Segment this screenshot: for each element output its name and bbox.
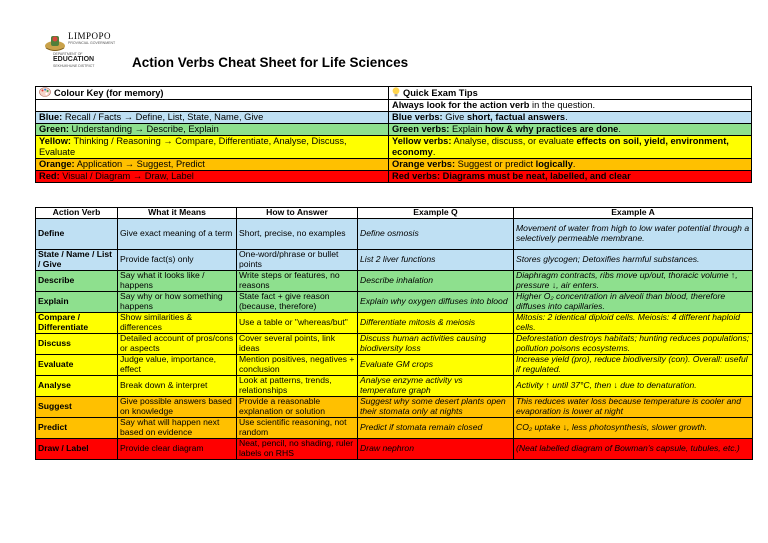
tip-blue bbox=[389, 112, 752, 124]
key-orange bbox=[36, 159, 389, 171]
department-logo bbox=[44, 30, 128, 70]
how-to-answer-cell: Use scientific reasoning, not random bbox=[237, 417, 358, 438]
example-answer-cell: Activity ↑ until 37°C, then ↓ due to denaturation. bbox=[514, 375, 753, 396]
action-verbs-table bbox=[35, 207, 753, 460]
table-row bbox=[36, 333, 753, 354]
logo-education: EDUCATION bbox=[53, 56, 95, 63]
table-row bbox=[36, 291, 753, 312]
key-label: Blue: bbox=[39, 112, 63, 122]
action-verb-cell: Explain bbox=[36, 291, 118, 312]
how-to-answer-cell: One-word/phrase or bullet points bbox=[237, 250, 358, 271]
key-empty-cell bbox=[36, 100, 389, 112]
key-text: Understanding → Describe, Explain bbox=[68, 124, 219, 134]
example-question-cell: Evaluate GM crops bbox=[358, 354, 514, 375]
action-verb-cell: Draw / Label bbox=[36, 438, 118, 459]
tip-bold: logically bbox=[535, 159, 573, 169]
key-green bbox=[36, 124, 389, 136]
tip-text: Explain bbox=[449, 124, 486, 134]
page-title: Action Verbs Cheat Sheet for Life Sciences bbox=[132, 55, 409, 70]
tip-intro-rest: in the question. bbox=[529, 100, 596, 110]
table-row bbox=[36, 396, 753, 417]
colour-key-heading-cell bbox=[36, 87, 389, 100]
example-question-cell: Suggest why some desert plants open their stomata only at nights bbox=[358, 396, 514, 417]
table-row bbox=[36, 438, 753, 459]
tip-intro bbox=[389, 100, 752, 112]
key-text: Application → Suggest, Predict bbox=[74, 159, 205, 169]
action-verb-cell: Describe bbox=[36, 270, 118, 291]
tip-text: Give bbox=[442, 112, 467, 122]
logo-district: SEKHUKHUNE DISTRICT bbox=[53, 64, 95, 68]
action-verb-cell: Predict bbox=[36, 417, 118, 438]
key-blue bbox=[36, 112, 389, 124]
example-answer-cell: Higher O₂ concentration in alveoli than blood, therefore diffuses into capillaries. bbox=[514, 291, 753, 312]
table-row bbox=[36, 312, 753, 333]
example-answer-cell: CO₂ uptake ↓, less photosynthesis, slower growth. bbox=[514, 417, 753, 438]
example-answer-cell: (Neat labelled diagram of Bowman's capsule, tubules, etc.) bbox=[514, 438, 753, 459]
meaning-cell: Break down & interpret bbox=[118, 375, 237, 396]
key-label: Green: bbox=[39, 124, 69, 134]
action-verb-cell: Discuss bbox=[36, 333, 118, 354]
tip-end: . bbox=[565, 112, 568, 122]
example-answer-cell: Mitosis: 2 identical diploid cells. Meiosis: 4 different haploid cells. bbox=[514, 312, 753, 333]
table-row bbox=[36, 270, 753, 291]
meaning-cell: Detailed account of pros/cons or aspects bbox=[118, 333, 237, 354]
tips-heading-cell bbox=[389, 87, 752, 100]
action-verb-cell: State / Name / List / Give bbox=[36, 250, 118, 271]
key-text: Thinking / Reasoning → Compare, Differentiate, Analyse, Discuss, Evaluate bbox=[39, 136, 347, 157]
meaning-cell: Give possible answers based on knowledge bbox=[118, 396, 237, 417]
tip-green bbox=[389, 124, 752, 136]
meaning-cell: Give exact meaning of a term bbox=[118, 219, 237, 250]
tip-intro-bold: Always look for the action verb bbox=[392, 100, 530, 110]
meaning-header: What it Means bbox=[118, 208, 237, 219]
example-answer-cell: Increase yield (pro), reduce biodiversity (con). Overall: useful if regulated. bbox=[514, 354, 753, 375]
how-to-answer-header: How to Answer bbox=[237, 208, 358, 219]
tip-bold: effects on soil, yield, environment, economy bbox=[392, 136, 729, 157]
colour-key-table bbox=[35, 86, 752, 183]
example-question-cell: Define osmosis bbox=[358, 219, 514, 250]
meaning-cell: Say why or how something happens bbox=[118, 291, 237, 312]
how-to-answer-cell: Neat, pencil, no shading, ruler labels on RHS bbox=[237, 438, 358, 459]
example-question-cell: Discuss human activities causing biodiversity loss bbox=[358, 333, 514, 354]
key-label: Orange: bbox=[39, 159, 75, 169]
table-row bbox=[36, 250, 753, 271]
example-question-cell: Draw nephron bbox=[358, 438, 514, 459]
lightbulb-icon bbox=[392, 87, 400, 97]
example-answer-cell: Movement of water from high to low water potential through a selectively permeable membrane. bbox=[514, 219, 753, 250]
example-question-cell: Analyse enzyme activity vs temperature graph bbox=[358, 375, 514, 396]
logo-department-of: DEPARTMENT OF bbox=[53, 52, 83, 56]
example-q-header: Example Q bbox=[358, 208, 514, 219]
key-text: Recall / Facts → Define, List, State, Name, Give bbox=[62, 112, 264, 122]
how-to-answer-cell: Write steps or features, no reasons bbox=[237, 270, 358, 291]
meaning-cell: Say what it looks like / happens bbox=[118, 270, 237, 291]
action-verb-cell: Define bbox=[36, 219, 118, 250]
example-question-cell: Predict if stomata remain closed bbox=[358, 417, 514, 438]
tips-heading: Quick Exam Tips bbox=[403, 88, 478, 98]
tip-end: . bbox=[432, 147, 436, 157]
example-a-header: Example A bbox=[514, 208, 753, 219]
how-to-answer-cell: Look at patterns, trends, relationships bbox=[237, 375, 358, 396]
tip-label: Orange verbs: bbox=[392, 159, 456, 169]
tip-orange bbox=[389, 159, 752, 171]
example-answer-cell: Stores glycogen; Detoxifies harmful substances. bbox=[514, 250, 753, 271]
meaning-cell: Provide clear diagram bbox=[118, 438, 237, 459]
tip-red bbox=[389, 171, 752, 183]
tip-end: . bbox=[572, 159, 576, 169]
how-to-answer-cell: Short, precise, no examples bbox=[237, 219, 358, 250]
logo-government: PROVINCIAL GOVERNMENT bbox=[68, 41, 116, 45]
action-verb-header: Action Verb bbox=[36, 208, 118, 219]
meaning-cell: Say what will happen next based on evidence bbox=[118, 417, 237, 438]
key-label: Red: bbox=[39, 171, 60, 181]
table-row bbox=[36, 417, 753, 438]
tip-text: Suggest or predict bbox=[455, 159, 536, 169]
example-question-cell: Differentiate mitosis & meiosis bbox=[358, 312, 514, 333]
how-to-answer-cell: Provide a reasonable explanation or solution bbox=[237, 396, 358, 417]
action-verb-cell: Compare / Differentiate bbox=[36, 312, 118, 333]
key-label: Yellow: bbox=[39, 136, 72, 146]
how-to-answer-cell: Cover several points, link ideas bbox=[237, 333, 358, 354]
palette-icon bbox=[39, 87, 51, 97]
meaning-cell: Judge value, importance, effect bbox=[118, 354, 237, 375]
example-question-cell: Describe inhalation bbox=[358, 270, 514, 291]
table-row bbox=[36, 354, 753, 375]
table-row bbox=[36, 375, 753, 396]
action-verb-cell: Evaluate bbox=[36, 354, 118, 375]
tip-label: Yellow verbs: bbox=[392, 136, 452, 146]
table-row bbox=[36, 219, 753, 250]
tip-label: Red verbs: bbox=[392, 171, 441, 181]
how-to-answer-cell: Mention positives, negatives + conclusion bbox=[237, 354, 358, 375]
how-to-answer-cell: Use a table or "whereas/but" bbox=[237, 312, 358, 333]
colour-key-heading: Colour Key (for memory) bbox=[54, 88, 164, 98]
tip-yellow bbox=[389, 136, 752, 159]
coat-of-arms-icon bbox=[44, 34, 66, 52]
key-yellow bbox=[36, 136, 389, 159]
tip-bold: short, factual answers bbox=[466, 112, 566, 122]
tip-text: Analyse, discuss, or evaluate bbox=[451, 136, 577, 146]
action-verb-cell: Analyse bbox=[36, 375, 118, 396]
key-red bbox=[36, 171, 389, 183]
key-text: Visual / Diagram → Draw, Label bbox=[59, 171, 194, 181]
example-answer-cell: Diaphragm contracts, ribs move up/out, thoracic volume ↑, pressure ↓, air enters. bbox=[514, 270, 753, 291]
tip-label: Blue verbs: bbox=[392, 112, 443, 122]
logo-province: LIMPOPO bbox=[68, 31, 112, 41]
action-verb-cell: Suggest bbox=[36, 396, 118, 417]
tip-bold: how & why practices are done bbox=[485, 124, 619, 134]
tip-text: Diagrams must be neat, labelled, and clear bbox=[440, 171, 631, 181]
example-answer-cell: Deforestation destroys habitats; hunting reduces populations; pollution poisons ecosystems. bbox=[514, 333, 753, 354]
meaning-cell: Show similarities & differences bbox=[118, 312, 237, 333]
example-question-cell: Explain why oxygen diffuses into blood bbox=[358, 291, 514, 312]
tip-end: . bbox=[618, 124, 621, 134]
how-to-answer-cell: State fact + give reason (because, therefore) bbox=[237, 291, 358, 312]
example-question-cell: List 2 liver functions bbox=[358, 250, 514, 271]
meaning-cell: Provide fact(s) only bbox=[118, 250, 237, 271]
table-header-row bbox=[36, 208, 753, 219]
example-answer-cell: This reduces water loss because temperature is cooler and evaporation is lower at night bbox=[514, 396, 753, 417]
tip-label: Green verbs: bbox=[392, 124, 450, 134]
